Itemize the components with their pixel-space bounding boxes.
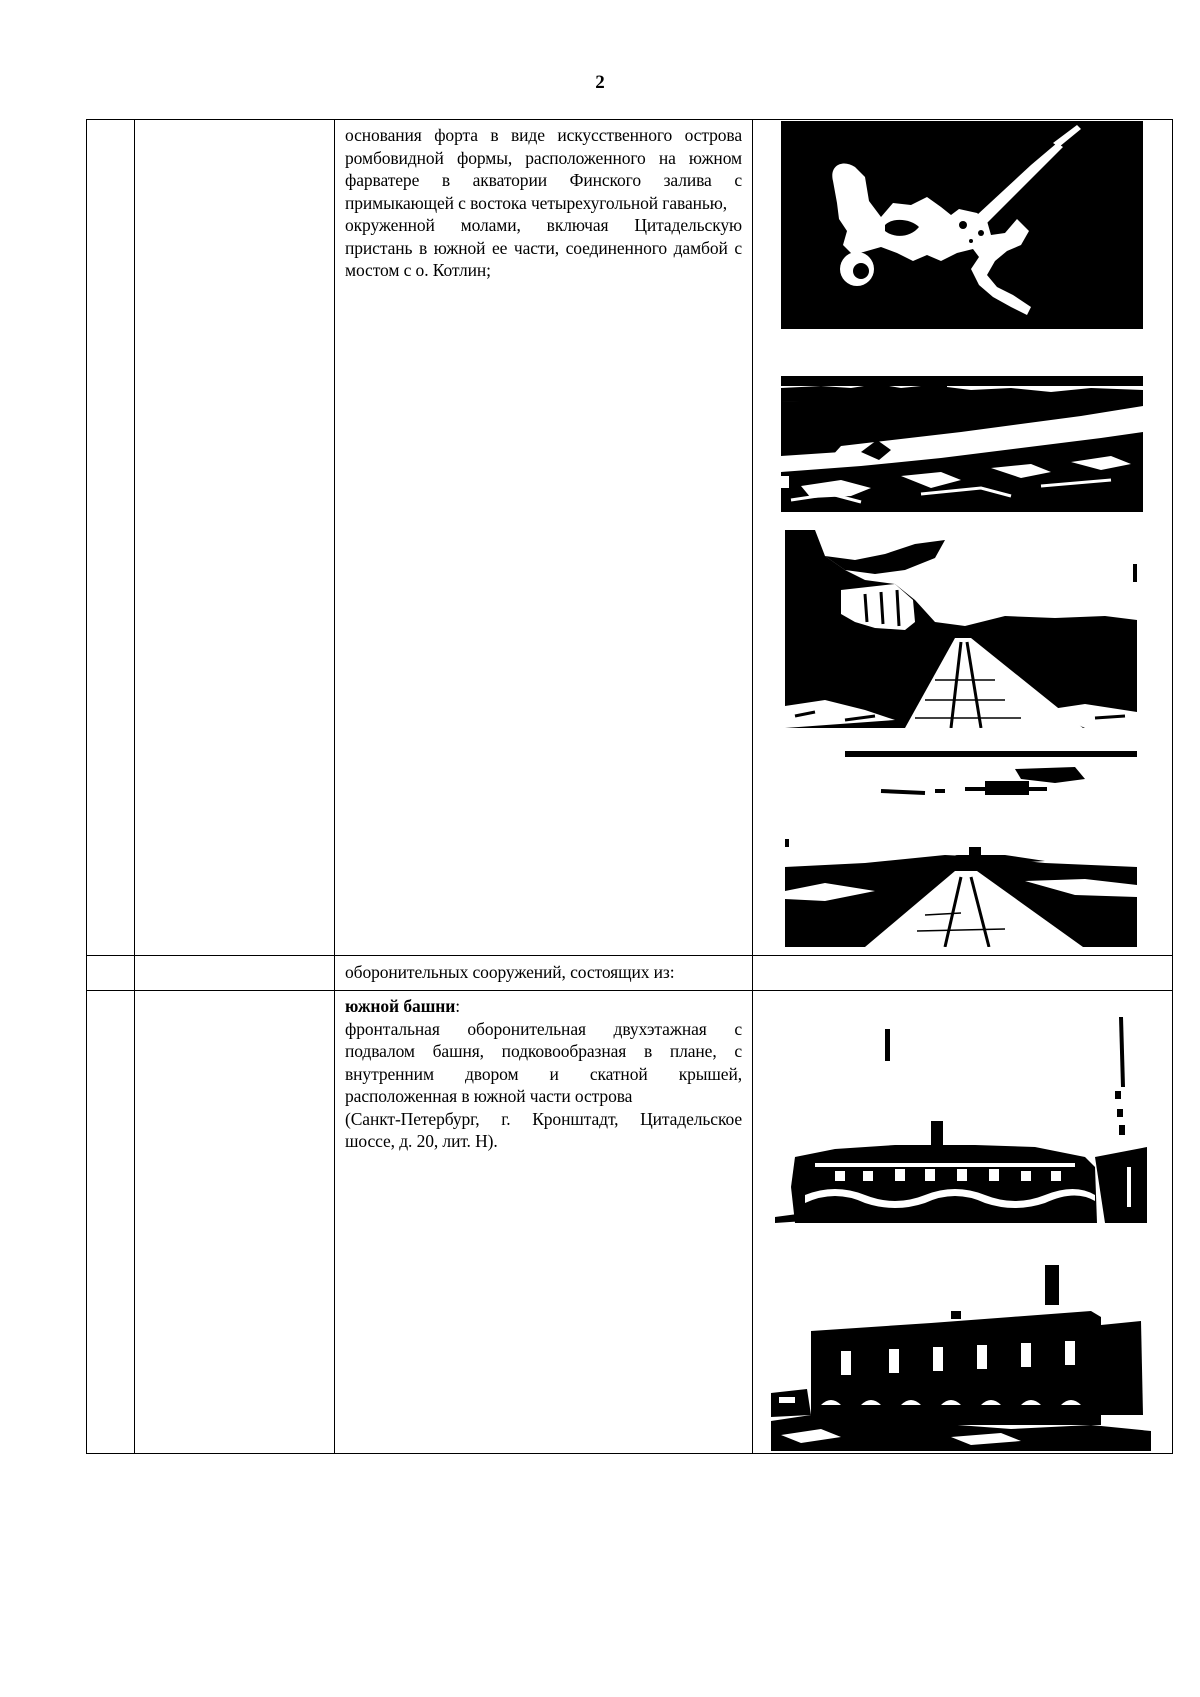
photo-cell (753, 991, 1173, 1454)
description-paragraph: фронтальная оборонительная двухэтажная с подвалом башня, подковообразная в плане, с внутренним двором и скатной крышей, расположенная в южной части острова (345, 1018, 742, 1106)
description-heading-line (345, 995, 742, 1018)
description-paragraph: окруженной молами, включая Цитадельскую пристань в южной ее части, соединенного дамбой с мостом с о. Котлин; (345, 215, 742, 280)
row-number-cell (87, 991, 135, 1454)
south-tower-photo-2 (771, 1265, 1151, 1451)
description-cell (335, 956, 753, 991)
object-name-cell (135, 991, 335, 1454)
row-number-cell (87, 956, 135, 991)
dam-road-photo (785, 751, 1137, 947)
table-row (87, 991, 1173, 1454)
description-cell (335, 991, 753, 1454)
description-cell (335, 120, 753, 956)
object-name-cell (135, 956, 335, 991)
table-row (87, 120, 1173, 956)
description-paragraph: (Санкт-Петербург, г. Кронштадт, Цитадельское шоссе, д. 20, лит. Н). (345, 1108, 742, 1151)
fort-map-photo (781, 121, 1143, 329)
row-number-cell (87, 120, 135, 956)
description-paragraph: основания форта в виде искусственного острова ромбовидной формы, расположенного на южном фарватере в акватории Финского залива с примыкающей с востока четырехугольной гаванью, (345, 125, 742, 213)
page-number: 2 (595, 72, 605, 93)
causeway-photo (785, 530, 1137, 728)
photo-cell (753, 956, 1173, 991)
south-tower-photo-1 (775, 1017, 1147, 1223)
section-heading: южной башни (345, 996, 456, 1016)
object-name-cell (135, 120, 335, 956)
description-paragraph: оборонительных сооружений, состоящих из: (345, 962, 675, 982)
photo-cell (753, 120, 1173, 956)
heading-suffix: : (455, 996, 461, 1016)
shoreline-photo (781, 376, 1143, 512)
register-table (86, 119, 1173, 1454)
table-row (87, 956, 1173, 991)
